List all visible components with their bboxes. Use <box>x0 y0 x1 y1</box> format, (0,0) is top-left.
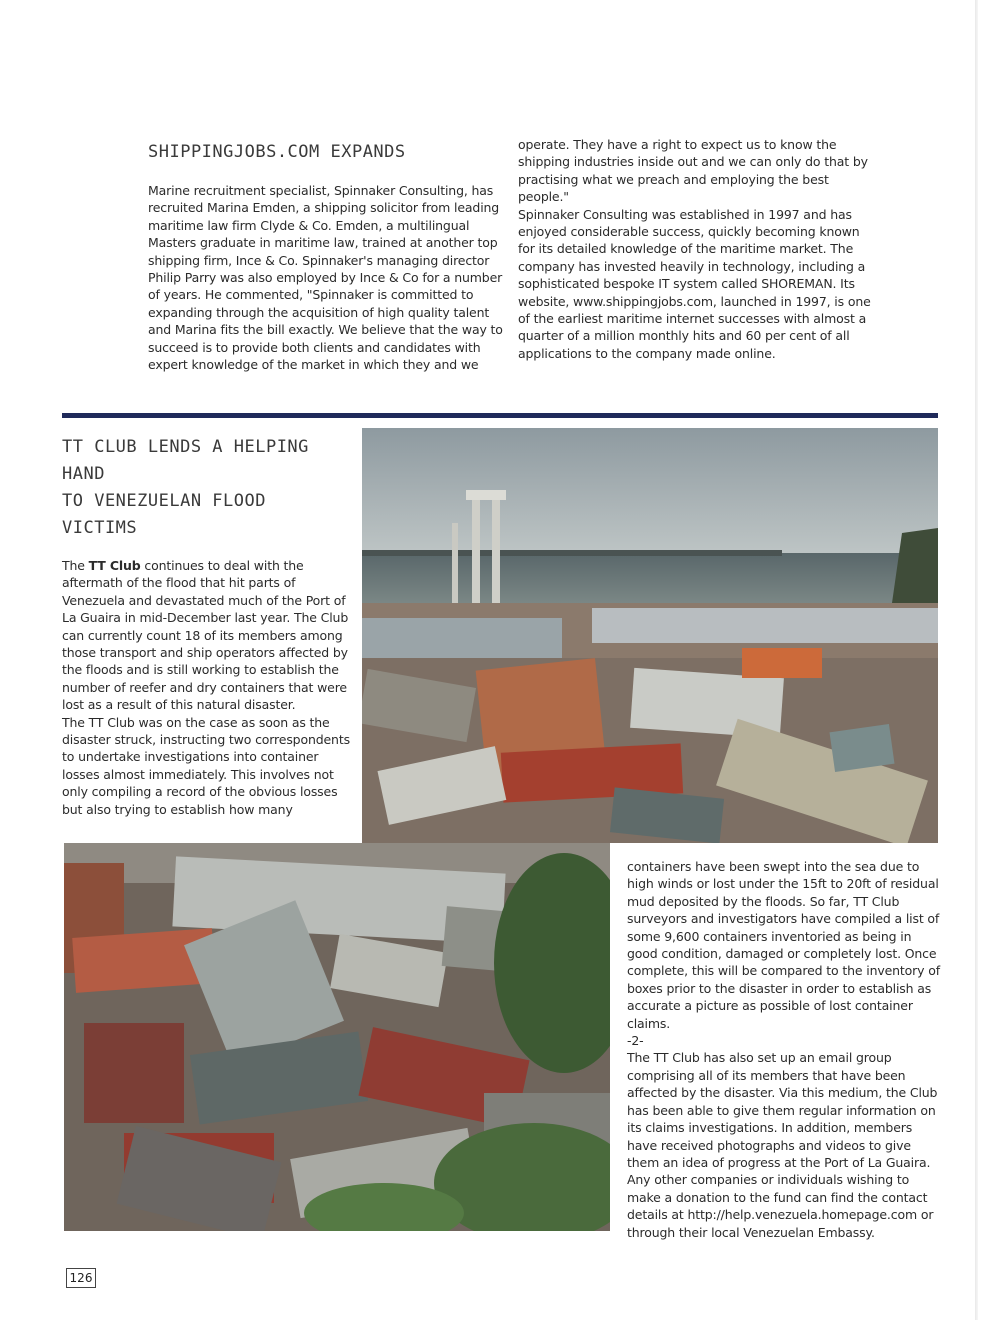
page-spine <box>975 0 978 1320</box>
article2-para1-lead: The <box>62 558 89 573</box>
article2-para1 <box>62 557 354 714</box>
article2-column2 <box>627 858 945 1241</box>
section-divider <box>62 413 938 418</box>
article2-title-line4: VICTIMS <box>62 518 138 538</box>
article1-column1 <box>148 182 503 373</box>
article2-para3: containers have been swept into the sea due to high winds or lost under the 15ft to 20ft of residual mud deposited by the floods. So far, TT Club surveyors and investigators have compiled a list of some 9,600 containers inventoried as being in good condition, damaged or completely lost. Once complete, this will be compared to the inventory of boxes prior to the disaster in order to establish as accurate a picture as possible of lost container claims. <box>627 859 940 1031</box>
article2-page-marker: -2- <box>627 1033 644 1049</box>
page-number: 126 <box>66 1268 96 1288</box>
article1-col1-text: Marine recruitment specialist, Spinnaker Consulting, has recruited Marina Emden, a shipping solicitor from leading maritime law firm Clyde & Co. Emden, a multilingual Masters graduate in maritime law, trained at another top shipping firm, Ince & Co. Spinnaker's managing director Philip Parry was also employed by Ince & Co for a number of years. He commented, "Spinnaker is committed to expanding through the acquisition of high quality talent and Marina fits the bill exactly. We believe that the way to succeed is to provide both clients and candidates with expert knowledge of the market in which they and we <box>148 183 503 373</box>
article2-title-line2: HAND <box>62 464 105 484</box>
article2-title <box>62 434 352 542</box>
article2-para5: Any other companies or individuals wishing to make a donation to the fund can find the contact details at http://help.venezuela.homepage.com or through their local Venezuelan Embassy. <box>627 1172 934 1240</box>
container-pileup-illustration <box>64 843 610 1231</box>
flood-containers-photo-top <box>362 428 938 843</box>
article1-col2-para1: operate. They have a right to expect us to know the shipping industries inside out and we can only do that by practising what we preach and employing the best people." <box>518 137 868 205</box>
flood-containers-photo-bottom <box>64 843 610 1231</box>
port-scene-illustration <box>362 428 938 843</box>
tt-club-brand: TT Club <box>88 558 141 573</box>
article2-title-line1: TT CLUB LENDS A HELPING <box>62 437 309 457</box>
article2-column1 <box>62 557 354 818</box>
article1-column2 <box>518 136 878 362</box>
article1-col2-para2: Spinnaker Consulting was established in 1997 and has enjoyed considerable success, quickly becoming known for its detailed knowledge of the maritime market. The company has invested heavily in technology, including a sophisticated bespoke IT system called SHOREMAN. Its website, www.shippingjobs.com, launched in 1997, is one of the earliest maritime internet successes with almost a quarter of a million monthly hits and 60 per cent of all applications to the company made online. <box>518 206 871 361</box>
article2-para1-rest: continues to deal with the aftermath of the flood that hit parts of Venezuela and devastated much of the Port of La Guaira in mid-December last year. The Club can currently count 18 of its members among those transport and ship operators affected by the floods and is still working to establish the number of reefer and dry containers that were lost as a result of this natural disaster. <box>62 558 349 713</box>
article2-para2: The TT Club was on the case as soon as the disaster struck, instructing two correspondents to undertake investigations into container losses almost immediately. This involves not only compiling a record of the obvious losses but also trying to establish how many <box>62 714 350 817</box>
article2-para4: The TT Club has also set up an email group comprising all of its members that have been affected by the disaster. Via this medium, the Club has been able to give them regular information on its claims investigations. In addition, members have received photographs and videos to give them an idea of progress at the Port of La Guaira. <box>627 1050 938 1170</box>
article2-title-line3: TO VENEZUELAN FLOOD <box>62 491 266 511</box>
article1-title: SHIPPINGJOBS.COM EXPANDS <box>148 142 406 162</box>
